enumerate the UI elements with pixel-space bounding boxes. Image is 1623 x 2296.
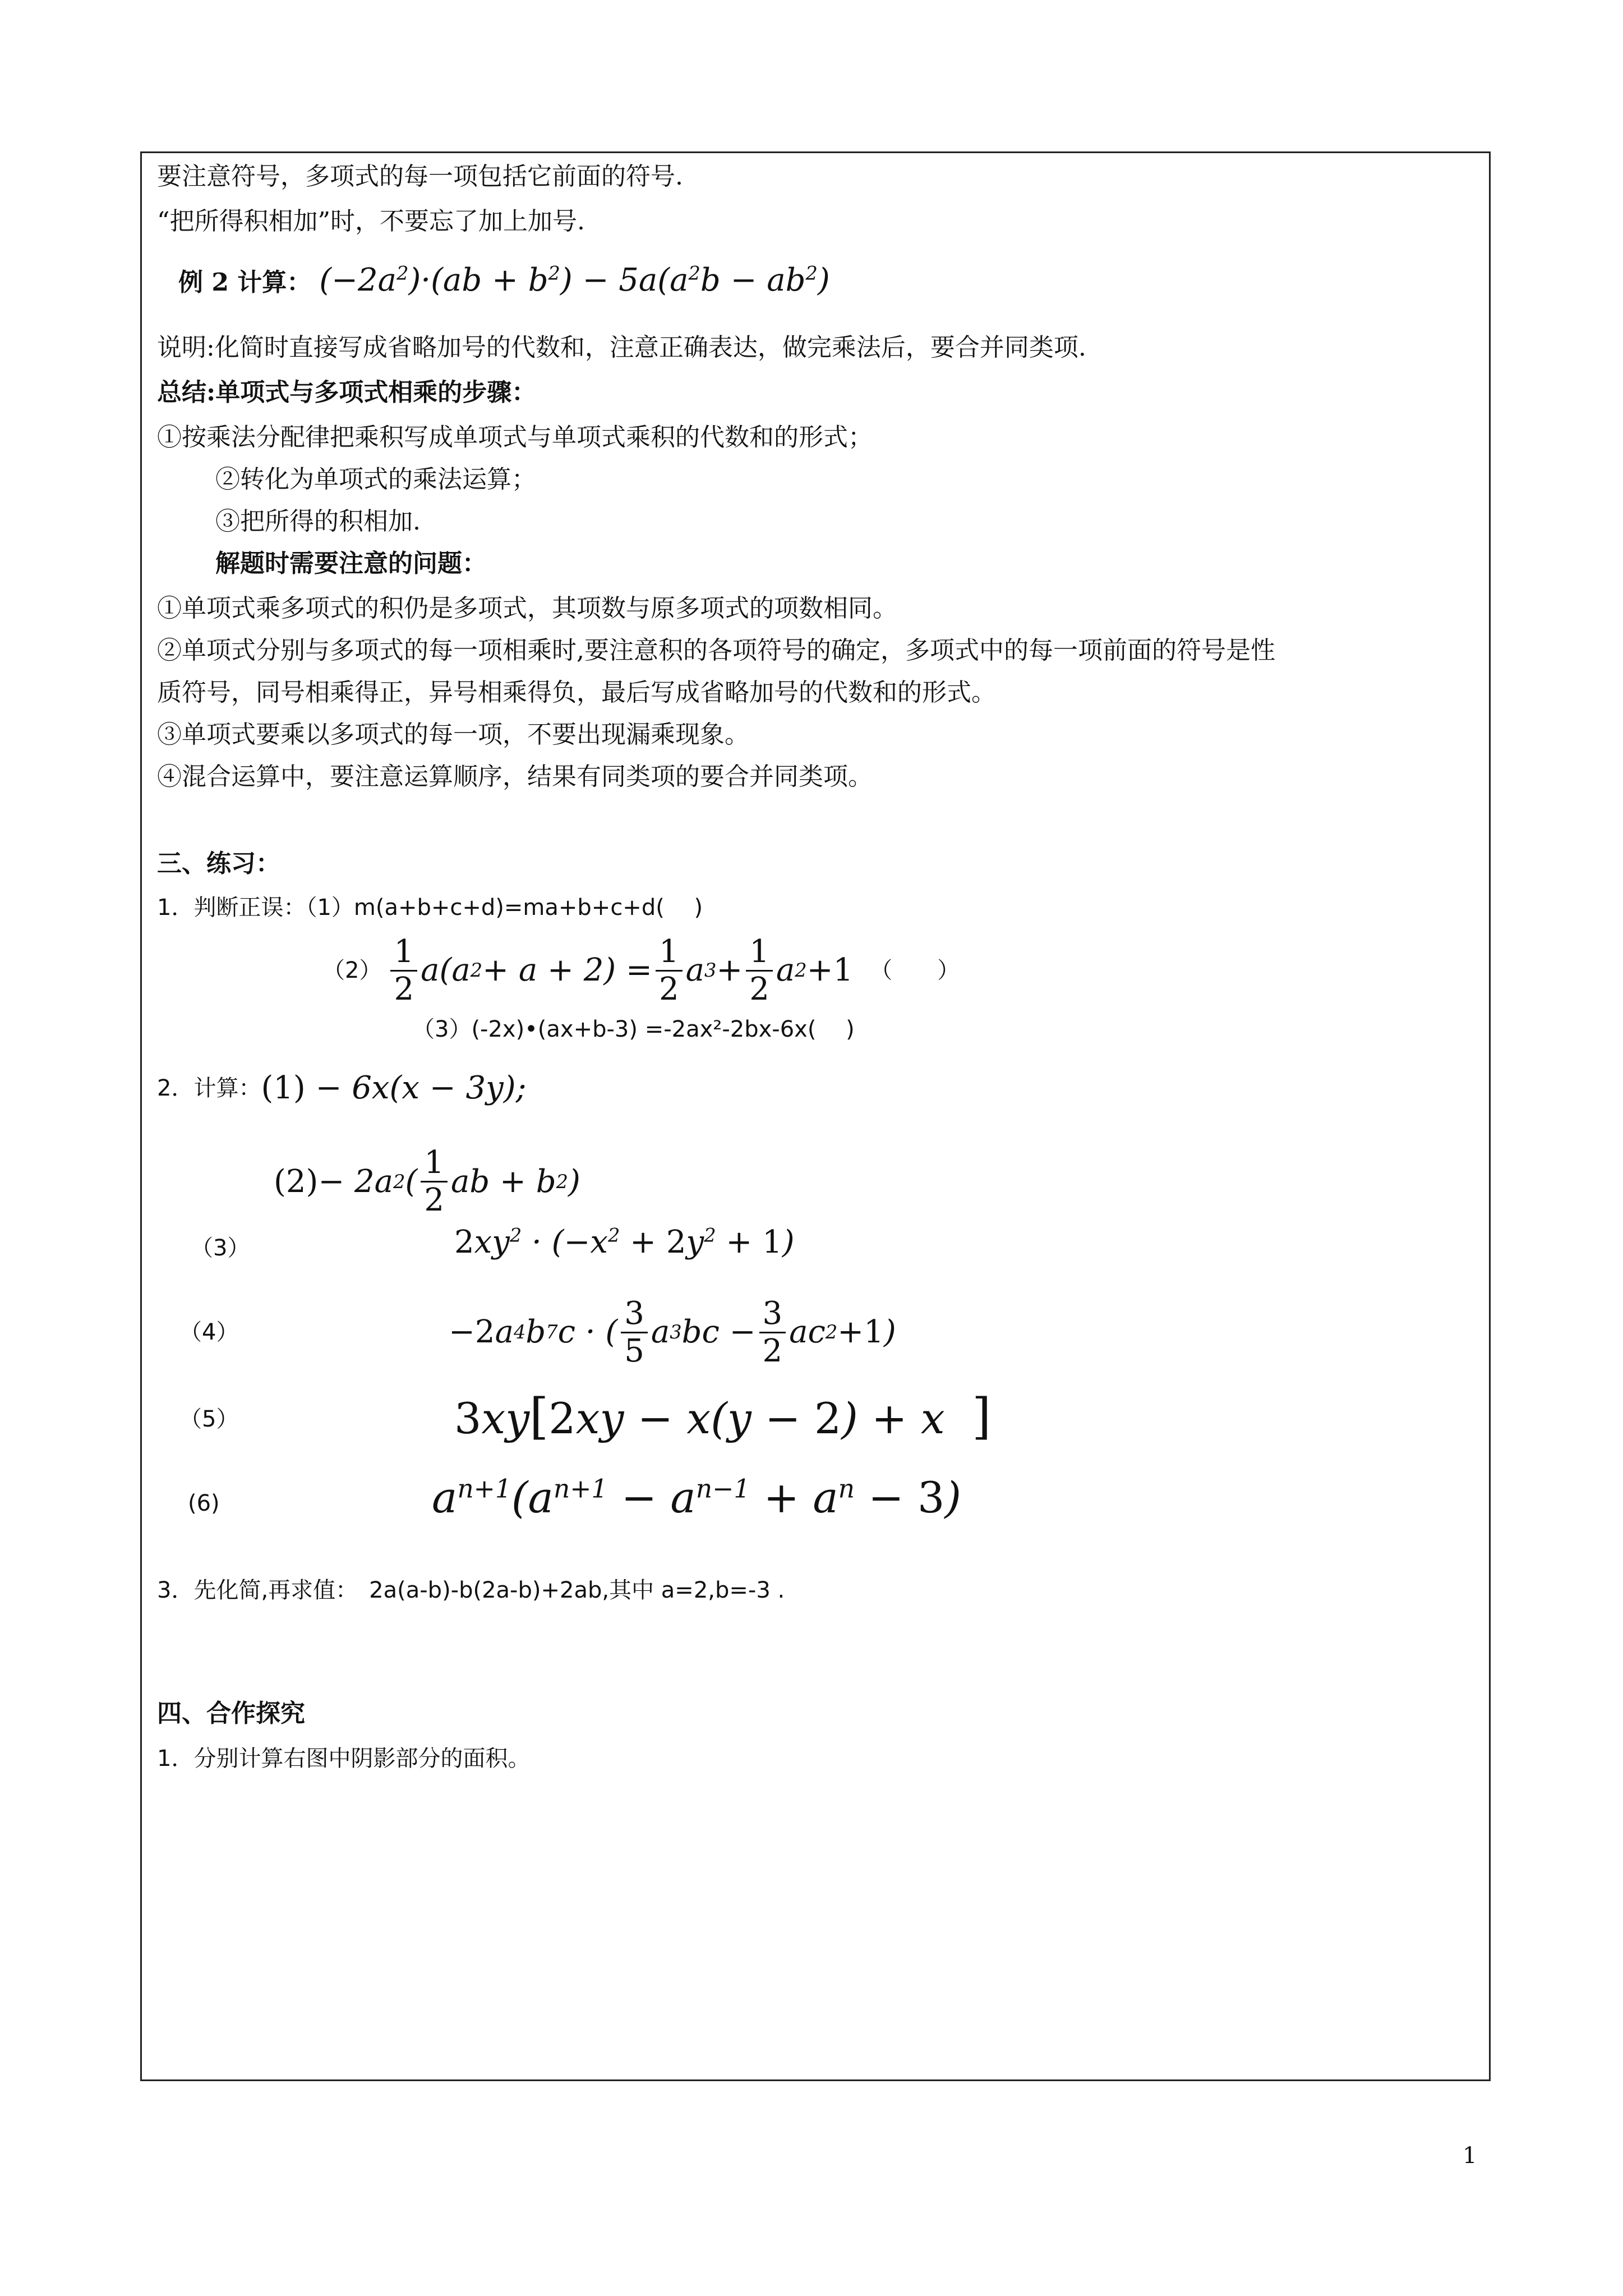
example-label: 例 2 计算： [178,268,312,297]
question-2-1-formula: (1) − 6x(x − 3y); [261,1070,527,1106]
question-3: 3．先化简,再求值： 2a(a-b)-b(2a-b)+2ab,其中 a=2,b=-3 . [157,1577,785,1603]
question-1-1: 1．判断正误：（1）m(a+b+c+d)=ma+b+c+d( ) [157,895,703,921]
step-1: ①按乘法分配律把乘积写成单项式与单项式乘积的代数和的形式； [157,423,873,452]
section-3-heading: 三、练习： [157,849,280,878]
question-1-2-label: （2） [322,958,382,983]
question-4-1: 1．分别计算右图中阴影部分的面积。 [157,1746,531,1772]
page-number: 1 [1463,2143,1477,2169]
section-4-heading: 四、合作探究 [157,1699,305,1728]
question-2-6-label: (6) [188,1490,220,1516]
example-2 [178,264,830,300]
question-2-3-label: （3） [191,1235,250,1261]
question-2-label: 2．计算： [157,1075,261,1101]
question-2-5 [454,1388,992,1445]
question-2-5-formula: 3xy[2xy − x(y − 2) + x ] [454,1388,992,1445]
example-2-formula: $(-2a^2)\cdot(ab + b^2) - 5a(a^2b - ab^2)$ [319,262,830,298]
step-2: ②转化为单项式的乘法运算； [215,465,536,494]
question-2-4-label: （4） [179,1319,239,1345]
question-1-2-blank: （ ） [870,958,960,983]
question-2-6-formula: $a^{n+1}(a^{n+1} - a^{n-1} + a^n - 3)$ [432,1473,962,1522]
issue-1: ①单项式乘多项式的积仍是多项式，其项数与原多项式的项数相同。 [157,594,897,623]
note-line: 说明:化简时直接写成省略加号的代数和，注意正确表达，做完乘法后，要合并同类项. [157,333,1086,362]
issue-2b: 质符号，同号相乘得正，异号相乘得负，最后写成省略加号的代数和的形式。 [157,678,996,707]
summary-title: 总结:单项式与多项式相乘的步骤： [157,378,537,407]
question-2-6 [432,1473,962,1522]
question-2-3 [454,1226,795,1262]
question-2-3-formula: $2xy^2 \cdot (-x^2 + 2y^2 + 1)$ [454,1224,795,1260]
issue-3: ③单项式要乘以多项式的每一项，不要出现漏乘现象。 [157,720,749,749]
issue-4: ④混合运算中，要注意运算顺序，结果有同类项的要合并同类项。 [157,762,873,791]
question-2-4 [449,1290,896,1374]
text-line: “把所得积相加”时，不要忘了加上加号. [157,207,585,236]
question-2 [157,1071,526,1105]
question-1-2-formula: $\frac{1}{2}$ a(a 2 + a + 2) = $\frac{1}{2}$ a 3 + $\frac{1}{2}$ a 2 + 1 [387,936,853,1005]
question-1-2 [322,931,960,1010]
question-2-4-formula: − 2 a 4 b 7 c · ( $\frac{3}{5}$ a 3 bc − $\frac{3}{2}$ ac 2 + 1 ) [449,1295,896,1369]
question-2-5-label: （5） [179,1406,239,1432]
question-2-2-formula: (2) − 2a 2 ( $\frac{1}{2}$ ab + b 2 ) [274,1144,580,1218]
issue-2a: ②单项式分别与多项式的每一项相乘时,要注意积的各项符号的确定，多项式中的每一项前面的符号是性 [157,636,1275,665]
question-1-3: （3）(-2x)•(ax+b-3) =-2ax²-2bx-6x( ) [412,1016,855,1042]
text-line: 要注意符号，多项式的每一项包括它前面的符号. [157,162,683,191]
step-3: ③把所得的积相加. [215,507,421,536]
question-2-2 [274,1144,580,1218]
issues-title: 解题时需要注意的问题： [215,549,487,578]
